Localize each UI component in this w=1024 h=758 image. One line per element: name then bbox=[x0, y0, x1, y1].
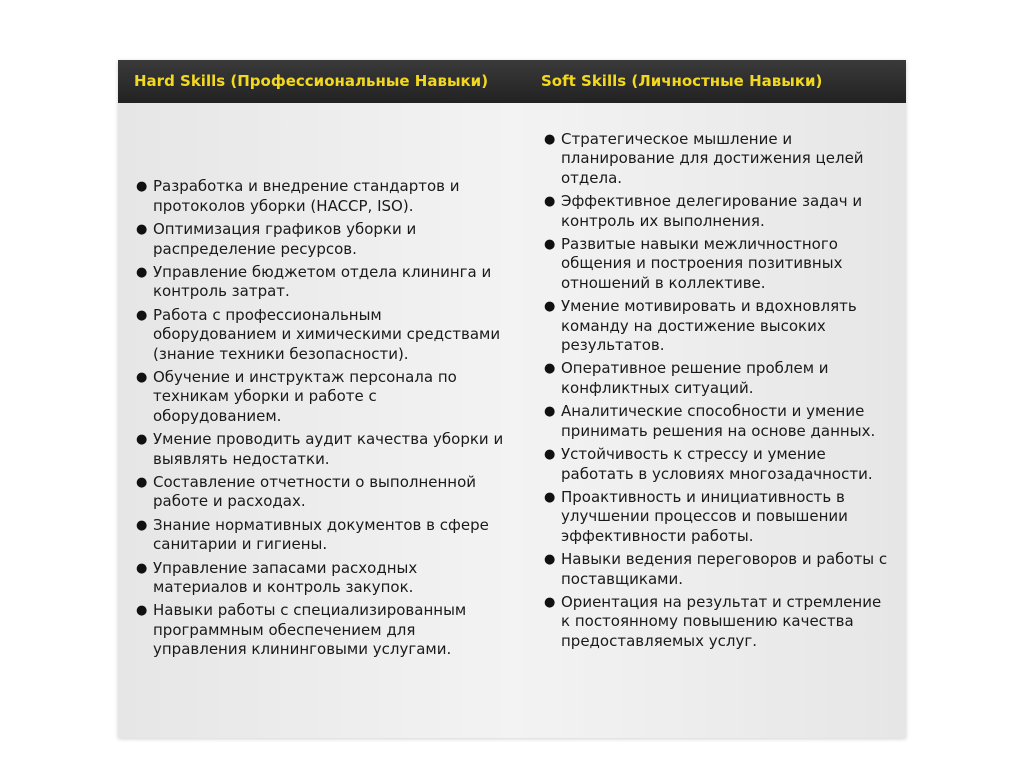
list-item-text: Составление отчетности о выполненной работе и расходах. bbox=[153, 473, 477, 511]
bullet-icon: ● bbox=[544, 299, 556, 315]
list-item bbox=[118, 306, 504, 364]
bullet-icon: ● bbox=[544, 489, 556, 505]
list-item bbox=[118, 601, 504, 659]
list-item-text: Разработка и внедрение стандартов и протоколов уборки (HACCP, ISO). bbox=[153, 177, 460, 215]
hard-skills-heading: Hard Skills (Профессиональные Навыки) bbox=[134, 72, 489, 90]
list-item-text: Умение мотивировать и вдохновлять команду на достижение высоких результатов. bbox=[561, 297, 857, 355]
list-item bbox=[526, 550, 890, 589]
bullet-icon: ● bbox=[136, 603, 148, 619]
skills-table bbox=[118, 60, 906, 738]
bullet-icon: ● bbox=[544, 194, 556, 210]
bullet-icon: ● bbox=[136, 560, 148, 576]
list-item-text: Навыки работы с специализированным программным обеспечением для управления клининговыми услугами. bbox=[153, 601, 467, 659]
list-item bbox=[526, 359, 890, 398]
list-item-text: Умение проводить аудит качества уборки и выявлять недостатки. bbox=[153, 430, 504, 468]
list-item bbox=[118, 177, 504, 216]
list-item-text: Работа с профессиональным оборудованием и химическими средствами (знание техники безопасности). bbox=[153, 305, 501, 363]
hard-skills-column bbox=[118, 103, 518, 738]
list-item-text: Обучение и инструктаж персонала по техникам уборки и работе с оборудованием. bbox=[153, 367, 457, 425]
list-item-text: Устойчивость к стрессу и умение работать в условиях многозадачности. bbox=[561, 445, 873, 483]
list-item bbox=[526, 402, 890, 441]
list-item bbox=[526, 235, 890, 293]
bullet-icon: ● bbox=[544, 552, 556, 568]
list-item bbox=[526, 297, 890, 355]
soft-skills-list bbox=[526, 130, 898, 655]
bullet-icon: ● bbox=[544, 361, 556, 377]
list-item bbox=[526, 192, 890, 231]
bullet-icon: ● bbox=[544, 447, 556, 463]
list-item-text: Управление бюджетом отдела клининга и контроль затрат. bbox=[153, 262, 492, 301]
list-item-text: Оптимизация графиков уборки и распределение ресурсов. bbox=[153, 220, 417, 258]
list-item bbox=[526, 130, 890, 188]
list-item-text: Эффективное делегирование задач и контроль их выполнения. bbox=[561, 192, 863, 230]
bullet-icon: ● bbox=[136, 369, 148, 385]
list-item bbox=[118, 220, 504, 259]
bullet-icon: ● bbox=[544, 594, 556, 610]
bullet-icon: ● bbox=[136, 264, 148, 280]
list-item-text: Ориентация на результат и стремление к постоянному повышению качества предоставляемых услуг. bbox=[561, 592, 882, 650]
list-item bbox=[118, 516, 504, 555]
list-item bbox=[118, 430, 504, 469]
bullet-icon: ● bbox=[136, 222, 148, 238]
bullet-icon: ● bbox=[544, 237, 556, 253]
list-item bbox=[118, 559, 504, 598]
list-item-text: Знание нормативных документов в сфере санитарии и гигиены. bbox=[153, 515, 489, 554]
bullet-icon: ● bbox=[136, 517, 148, 533]
list-item-text: Управление запасами расходных материалов и контроль закупок. bbox=[153, 558, 418, 597]
soft-skills-heading: Soft Skills (Личностные Навыки) bbox=[541, 72, 823, 90]
list-item-text: Стратегическое мышление и планирование для достижения целей отдела. bbox=[561, 130, 864, 187]
list-item bbox=[526, 488, 890, 546]
list-item bbox=[526, 445, 890, 484]
list-item-text: Проактивность и инициативность в улучшении процессов и повышении эффективности работы. bbox=[561, 487, 848, 545]
soft-skills-column bbox=[526, 130, 898, 714]
list-item-text: Аналитические способности и умение принимать решения на основе данных. bbox=[561, 402, 876, 440]
list-item-text: Навыки ведения переговоров и работы с поставщиками. bbox=[561, 550, 888, 588]
table-header bbox=[118, 60, 906, 103]
bullet-icon: ● bbox=[544, 132, 556, 147]
list-item bbox=[118, 368, 504, 426]
hard-skills-list bbox=[118, 177, 518, 663]
bullet-icon: ● bbox=[136, 432, 148, 448]
bullet-icon: ● bbox=[544, 404, 556, 420]
list-item bbox=[526, 593, 890, 651]
bullet-icon: ● bbox=[136, 179, 148, 195]
bullet-icon: ● bbox=[136, 307, 148, 323]
list-item-text: Развитые навыки межличностного общения и построения позитивных отношений в коллективе. bbox=[561, 235, 843, 292]
bullet-icon: ● bbox=[136, 475, 148, 491]
list-item bbox=[118, 263, 504, 302]
list-item bbox=[118, 473, 504, 512]
list-item-text: Оперативное решение проблем и конфликтных ситуаций. bbox=[561, 359, 829, 397]
